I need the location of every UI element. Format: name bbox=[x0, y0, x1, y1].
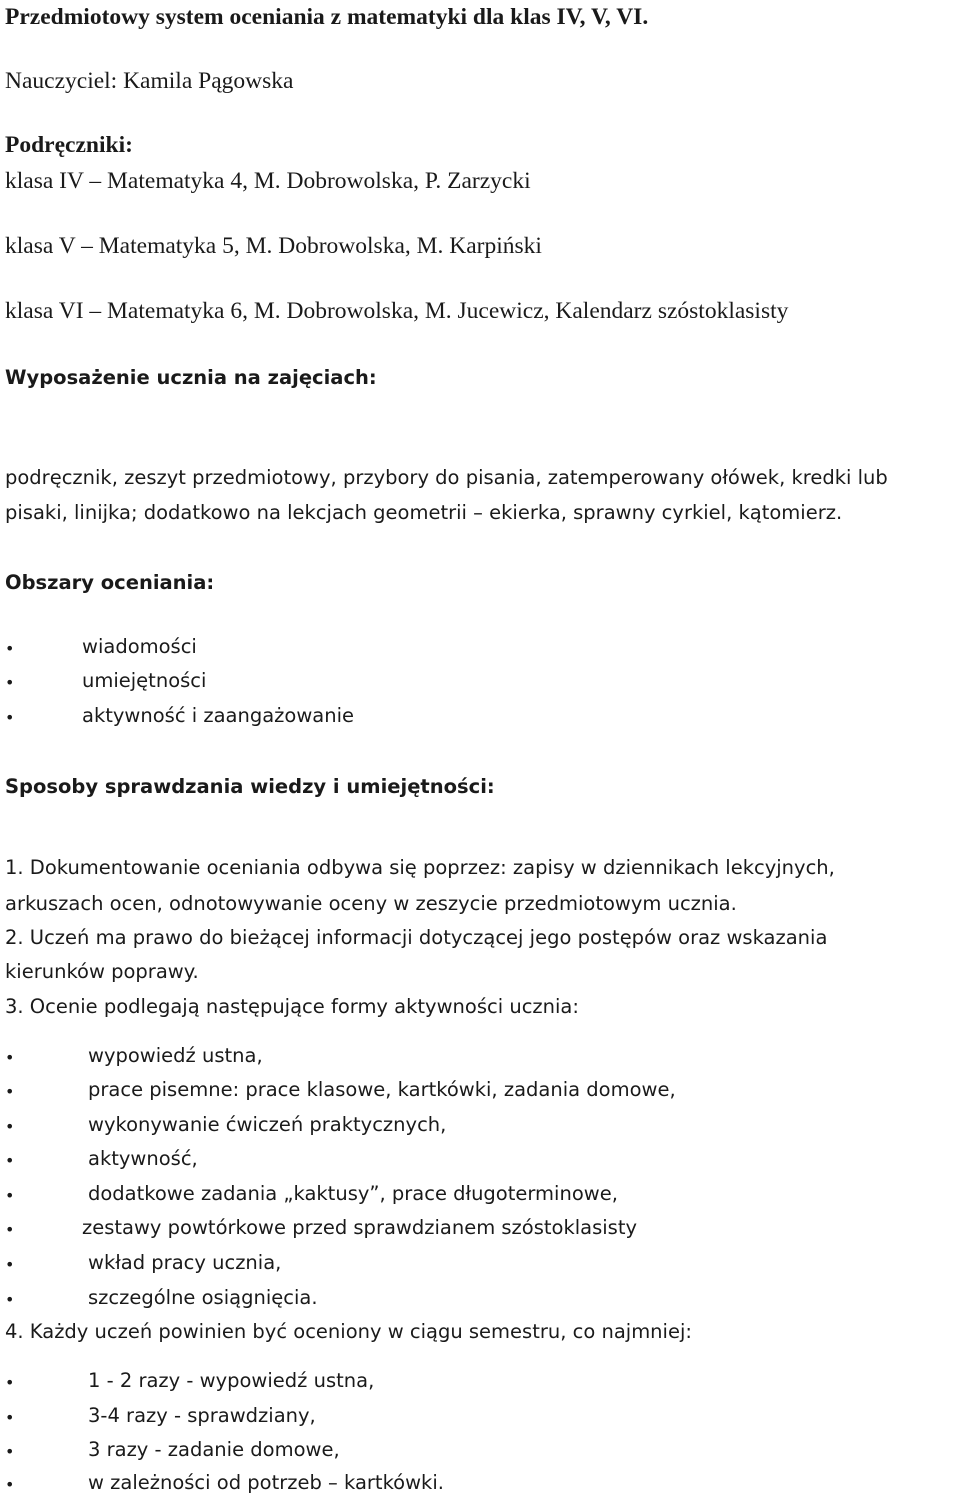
list-item: wiadomości bbox=[82, 635, 197, 658]
textbook-class-5: klasa V – Matematyka 5, M. Dobrowolska, M. Karpiński bbox=[5, 233, 542, 259]
bullet-icon: • bbox=[5, 1151, 15, 1170]
list-item: 3-4 razy - sprawdziany, bbox=[88, 1404, 316, 1427]
bullet-icon: • bbox=[5, 1082, 15, 1101]
point-1-line-2: arkuszach ocen, odnotowywanie oceny w zeszycie przedmiotowym ucznia. bbox=[5, 892, 737, 915]
textbook-class-4: klasa IV – Matematyka 4, M. Dobrowolska, P. Zarzycki bbox=[5, 168, 531, 194]
equipment-line-1: podręcznik, zeszyt przedmiotowy, przybory do pisania, zatemperowany ołówek, kredki lub bbox=[5, 466, 888, 489]
equipment-line-2: pisaki, linijka; dodatkowo na lekcjach geometrii – ekierka, sprawny cyrkiel, kątomierz. bbox=[5, 501, 843, 524]
bullet-icon: • bbox=[5, 1442, 15, 1461]
textbooks-heading: Podręczniki: bbox=[5, 132, 133, 158]
list-item: aktywność, bbox=[88, 1147, 198, 1170]
list-item: dodatkowe zadania „kaktusy”, prace długoterminowe, bbox=[88, 1182, 618, 1205]
teacher-line: Nauczyciel: Kamila Pągowska bbox=[5, 68, 294, 94]
list-item: szczególne osiągnięcia. bbox=[88, 1286, 318, 1309]
document-title: Przedmiotowy system oceniania z matematyki dla klas IV, V, VI. bbox=[5, 4, 649, 30]
bullet-icon: • bbox=[5, 639, 15, 658]
list-item: aktywność i zaangażowanie bbox=[82, 704, 355, 727]
list-item: w zależności od potrzeb – kartkówki. bbox=[88, 1471, 444, 1494]
point-1-line-1: 1. Dokumentowanie oceniania odbywa się poprzez: zapisy w dziennikach lekcyjnych, bbox=[5, 856, 835, 879]
list-item: wykonywanie ćwiczeń praktycznych, bbox=[88, 1113, 447, 1136]
point-2-line-2: kierunków poprawy. bbox=[5, 960, 199, 983]
point-2-line-1: 2. Uczeń ma prawo do bieżącej informacji dotyczącej jego postępów oraz wskazania bbox=[5, 926, 828, 949]
list-item: wypowiedź ustna, bbox=[88, 1044, 263, 1067]
point-4: 4. Każdy uczeń powinien być oceniony w ciągu semestru, co najmniej: bbox=[5, 1320, 692, 1343]
methods-heading: Sposoby sprawdzania wiedzy i umiejętności: bbox=[5, 775, 495, 798]
bullet-icon: • bbox=[5, 1048, 15, 1067]
point-3: 3. Ocenie podlegają następujące formy aktywności ucznia: bbox=[5, 995, 579, 1018]
bullet-icon: • bbox=[5, 1186, 15, 1205]
list-item: zestawy powtórkowe przed sprawdzianem szóstoklasisty bbox=[82, 1216, 638, 1239]
equipment-heading: Wyposażenie ucznia na zajęciach: bbox=[5, 366, 377, 389]
bullet-icon: • bbox=[5, 1373, 15, 1392]
bullet-icon: • bbox=[5, 1255, 15, 1274]
bullet-icon: • bbox=[5, 1220, 15, 1239]
list-item: 1 - 2 razy - wypowiedź ustna, bbox=[88, 1369, 375, 1392]
bullet-icon: • bbox=[5, 673, 15, 692]
bullet-icon: • bbox=[5, 1290, 15, 1309]
bullet-icon: • bbox=[5, 1475, 15, 1494]
list-item: prace pisemne: prace klasowe, kartkówki, zadania domowe, bbox=[88, 1078, 676, 1101]
list-item: wkład pracy ucznia, bbox=[88, 1251, 282, 1274]
bullet-icon: • bbox=[5, 1117, 15, 1136]
bullet-icon: • bbox=[5, 1408, 15, 1427]
bullet-icon: • bbox=[5, 708, 15, 727]
areas-heading: Obszary oceniania: bbox=[5, 571, 215, 594]
list-item: 3 razy - zadanie domowe, bbox=[88, 1438, 340, 1461]
textbook-class-6: klasa VI – Matematyka 6, M. Dobrowolska, M. Jucewicz, Kalendarz szóstoklasisty bbox=[5, 298, 789, 324]
list-item: umiejętności bbox=[82, 669, 207, 692]
